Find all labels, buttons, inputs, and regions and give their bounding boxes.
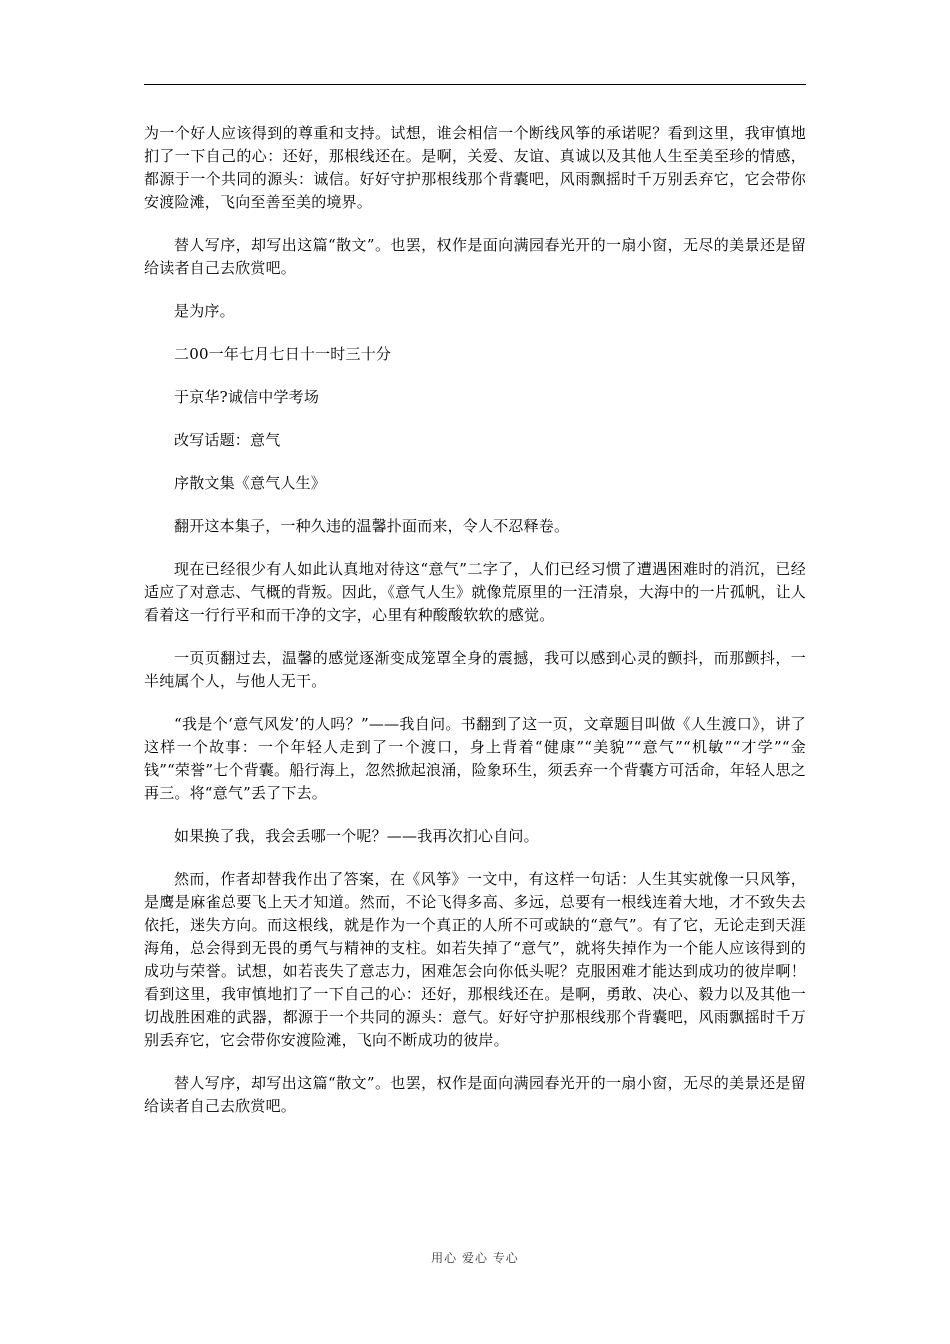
- paragraph-10: 一页页翻过去，温馨的感觉逐渐变成笼罩全身的震撼，我可以感到心灵的颤抖，而那颤抖，一半纯属个人，与他人无干。: [144, 649, 806, 690]
- paragraph-6-topic: 改写话题：意气: [174, 431, 281, 449]
- paragraph-5-place: 于京华?诚信中学考场: [174, 388, 320, 406]
- paragraph-1: 为一个好人应该得到的尊重和支持。试想，谁会相信一个断线风筝的承诺呢？看到这里，我审慎地扪了一下自己的心：还好，那根线还在。是啊，关爱、友谊、真诚以及其他人生至美至珍的情感，都源于一个共同的源头：诚信。好好守护那根线那个背囊吧，风雨飘摇时千万别丢弃它，它会带你安渡险滩，飞向至善至美的境界。: [144, 124, 806, 211]
- paragraph-7-title: 序散文集《意气人生》: [174, 474, 327, 492]
- header-rule: [144, 84, 806, 85]
- paragraph-14: 替人写序，却写出这篇“散文”。也罢，权作是面向满园春光开的一扇小窗，无尽的美景还是留给读者自己去欣赏吧。: [144, 1074, 806, 1115]
- paragraph-3: 是为序。: [174, 302, 235, 320]
- page-footer: 用心 爱心 专心: [431, 1251, 519, 1265]
- paragraph-12: 如果换了我，我会丢哪一个呢？——我再次扪心自问。: [174, 827, 539, 845]
- paragraph-9: 现在已经很少有人如此认真地对待这“意气”二字了，人们已经习惯了遭遇困难时的消沉，已经适应了对意志、气概的背叛。因此，《意气人生》就像荒原里的一汪清泉，大海中的一片孤帆，让人看着这一行行平和而干净的文字，心里有种酸酸软软的感觉。: [144, 560, 806, 624]
- paragraph-11: “我是个‘意气风发’的人吗？”——我自问。书翻到了这一页，文章题目叫做《人生渡口》，讲了这样一个故事：一个年轻人走到了一个渡口，身上背着“健康”“美貌”“意气”“机敏”“才学”“金钱”“荣誉”七个背囊。船行海上，忽然掀起浪涌，险象环生，须丢弃一个背囊方可活命，年轻人思之再三。将“意气”丢了下去。: [144, 715, 807, 802]
- document-body: [144, 122, 806, 1138]
- paragraph-4-date: 二00一年七月七日十一时三十分: [174, 345, 392, 363]
- paragraph-13: 然而，作者却替我作出了答案，在《风筝》一文中，有这样一句话：人生其实就像一只风筝，是鹰是麻雀总要飞上天才知道。然而，不论飞得多高、多远，总要有一根线连着大地，才不致失去依托，迷失方向。而这根线，就是作为一个真正的人所不可或缺的“意气”。有了它，无论走到天涯海角，总会得到无畏的勇气与精神的支柱。如若失掉了“意气”，就将失掉作为一个能人应该得到的成功与荣誉。试想，如若丧失了意志力，困难怎会向你低头呢？克服困难才能达到成功的彼岸啊！看到这里，我审慎地扪了一下自己的心：还好，那根线还在。是啊，勇敢、决心、毅力以及其他一切战胜困难的武器，都源于一个共同的源头：意气。好好守护那根线那个背囊吧，风雨飘摇时千万别丢弃它，它会带你安渡险滩，飞向不断成功的彼岸。: [144, 870, 806, 1049]
- paragraph-2: 替人写序，却写出这篇“散文”。也罢，权作是面向满园春光开的一扇小窗，无尽的美景还是留给读者自己去欣赏吧。: [144, 236, 806, 277]
- paragraph-8: 翻开这本集子，一种久违的温馨扑面而来，令人不忍释卷。: [174, 517, 570, 535]
